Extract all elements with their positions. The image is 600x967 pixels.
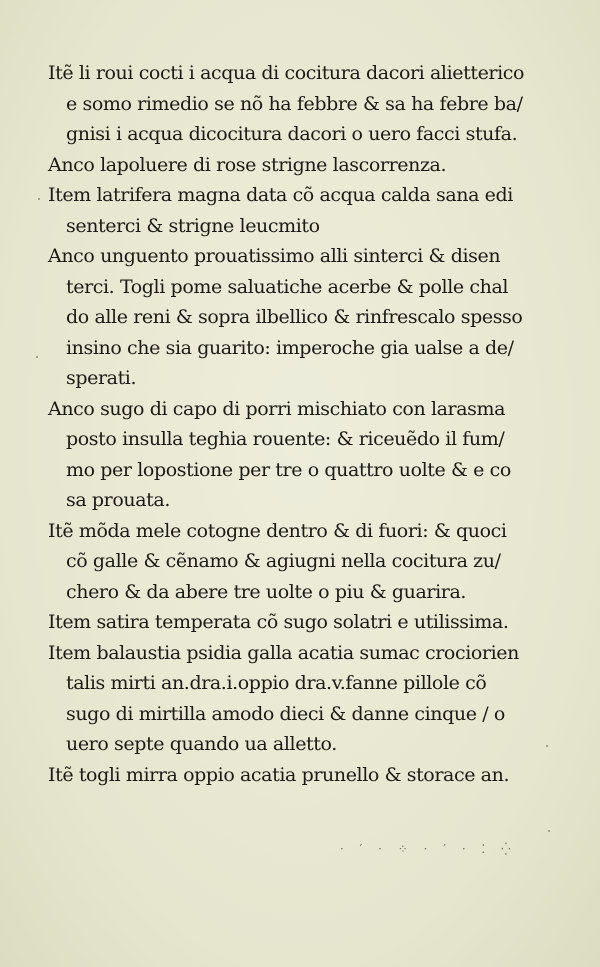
bottom-ink-marks: · ′ · ⁘ · ′ · ⁚ ⁛ [340, 842, 517, 856]
text-line: mo per lopostione per tre o quattro uolte & e co [66, 458, 511, 481]
text-line: Itẽ li roui cocti i acqua di cocitura dacori alietterico [48, 62, 525, 84]
text-line: Itẽ togli mirra oppio acatia prunello & storace an. [48, 763, 510, 786]
text-line: Anco unguento prouatissimo alli sinterci & disen [48, 245, 501, 267]
page-text [48, 58, 568, 790]
text-line: Itẽ mõda mele cotogne dentro & di fuori: & quoci [48, 519, 507, 542]
text-line: do alle reni & sopra ilbellico & rinfrescalo spesso [66, 306, 523, 328]
ink-speck [38, 198, 40, 200]
text-line: gnisi i acqua dicocitura dacori o uero facci stufa. [66, 123, 518, 145]
text-line: cõ galle & cẽnamo & agiugni nella cocitura zu/ [66, 550, 501, 572]
text-line: Item satira temperata cõ sugo solatri e utilissima. [48, 611, 509, 633]
text-line: uero septe quando ua alletto. [66, 733, 337, 755]
ink-speck [546, 745, 548, 747]
text-line: Anco lapoluere di rose strigne lascorrenza. [48, 153, 447, 176]
text-line: terci. Togli pome saluatiche acerbe & polle chal [66, 275, 509, 298]
text-line: Anco sugo di capo di porri mischiato con larasma [48, 397, 506, 420]
text-line: posto insulla teghia rouente: & riceuẽdo il fum/ [66, 428, 505, 450]
text-line: talis mirti an.dra.i.oppio dra.v.fanne pillole cõ [66, 672, 487, 694]
text-line: insino che sia guarito: imperoche gia ualse a de/ [66, 336, 514, 359]
text-line: e somo rimedio se nõ ha febbre & sa ha febre ba/ [66, 92, 523, 115]
text-line: sugo di mirtilla amodo dieci & danne cinque / o [66, 702, 505, 725]
ink-speck [548, 830, 550, 832]
text-line: Item balaustia psidia galla acatia sumac crociorien [48, 641, 519, 664]
ink-speck [36, 356, 38, 358]
text-line: sa prouata. [66, 489, 170, 511]
text-line: Item latrifera magna data cõ acqua calda sana edi [48, 184, 513, 206]
text-line: chero & da abere tre uolte o piu & guarira. [66, 580, 467, 603]
text-line: sperati. [66, 367, 137, 389]
text-line: senterci & strigne leucmito [66, 214, 320, 237]
